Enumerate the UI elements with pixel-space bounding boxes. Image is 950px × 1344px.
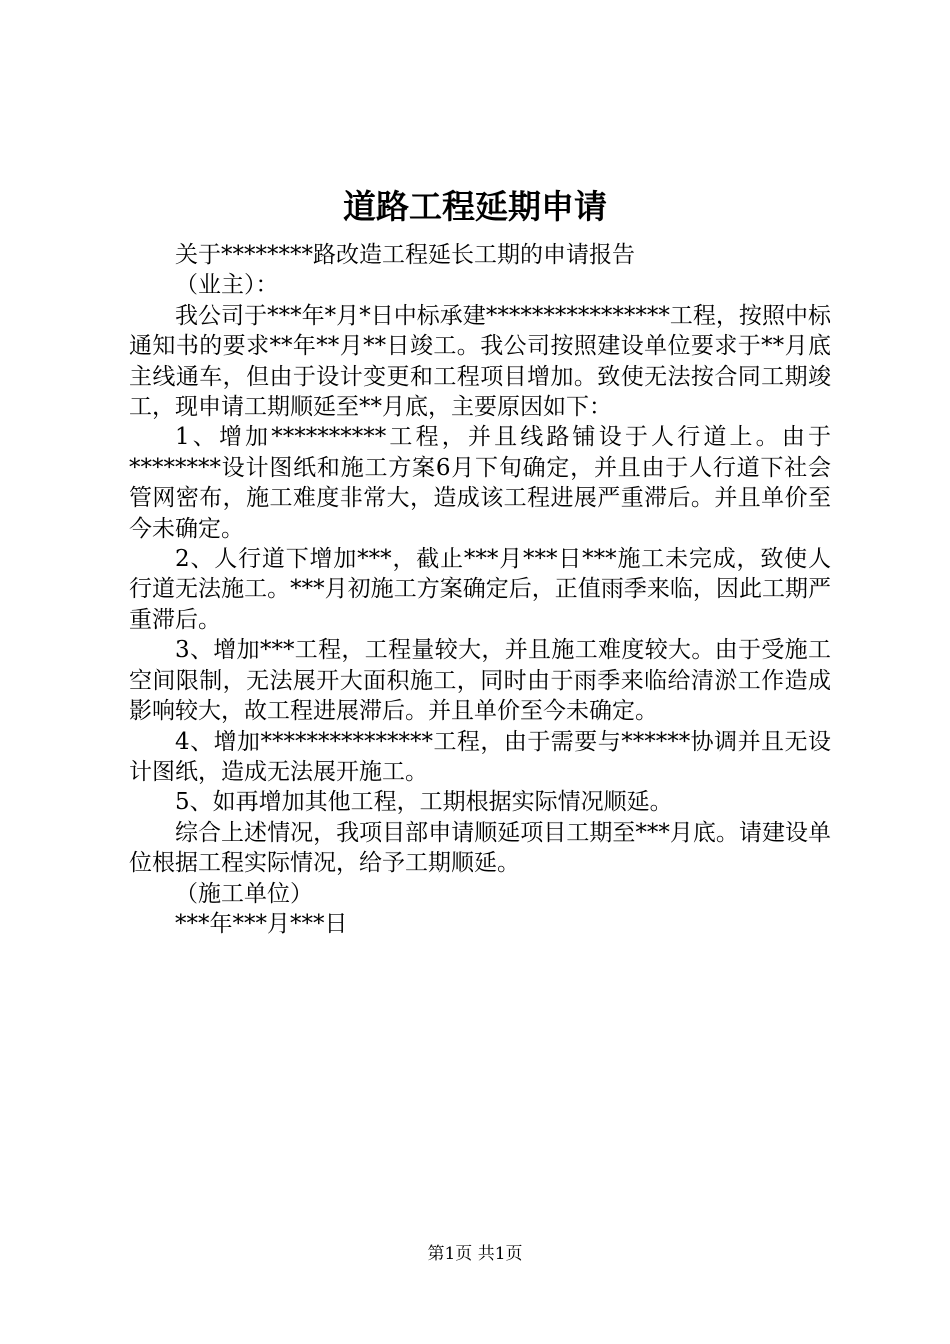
- reason-1: 1、增加**********工程，并且线路铺设于人行道上。由于********设计图纸和施工方案6月下旬确定，并且由于人行道下社会管网密布，施工难度非常大，造成该工程进展严重滞后。并且单价至今未确定。: [129, 424, 831, 542]
- intro-paragraph: 我公司于***年*月*日中标承建****************工程，按照中标通知书的要求**年**月**日竣工。我公司按照建设单位要求于**月底主线通车，但由于设计变更和工程项目增加。致使无法按合同工期竣工，现申请工期顺延至**月底，主要原因如下：: [129, 302, 831, 421]
- signature-unit: （施工单位）: [175, 880, 313, 907]
- reason-3: 3、增加***工程，工程量较大，并且施工难度较大。由于受施工空间限制，无法展开大面积施工，同时由于雨季来临给清淤工作造成影响较大，故工程进展滞后。并且单价至今未确定。: [129, 637, 831, 725]
- salutation: （业主）：: [175, 272, 279, 299]
- document-body: [129, 240, 831, 939]
- page-footer: 第1页 共1页: [427, 1244, 523, 1264]
- reason-2: 2、人行道下增加***，截止***月***日***施工未完成，致使人行道无法施工。***月初施工方案确定后，正值雨季来临，因此工期严重滞后。: [129, 546, 831, 633]
- document-title: 道路工程延期申请: [343, 187, 607, 226]
- conclusion-paragraph: 综合上述情况，我项目部申请顺延项目工期至***月底。请建设单位根据工程实际情况，给予工期顺延。: [129, 819, 831, 877]
- signature-date: ***年***月***日: [175, 910, 348, 937]
- reason-5: 5、如再增加其他工程，工期根据实际情况顺延。: [175, 789, 673, 816]
- subject-line: 关于********路改造工程延长工期的申请报告: [175, 242, 635, 268]
- reason-4: 4、增加***************工程，由于需要与******协调并且无设计图纸，造成无法展开施工。: [129, 728, 831, 785]
